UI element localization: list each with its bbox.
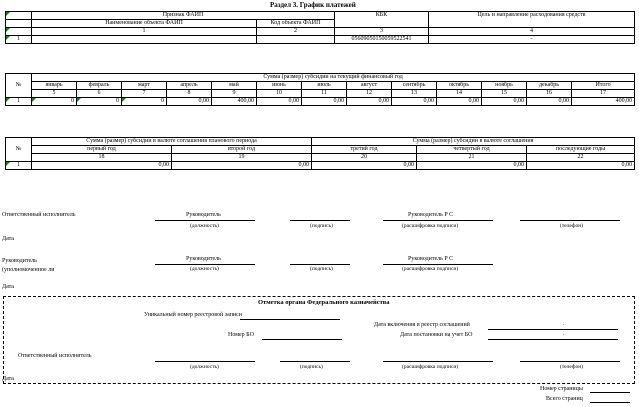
month-value: 0 xyxy=(77,98,122,106)
col-num: 15 xyxy=(482,90,527,98)
date-registration-line xyxy=(488,339,618,340)
decode-line xyxy=(383,361,493,362)
decode-caption: (расшифровка подписи) xyxy=(402,223,459,229)
month-value: 0 xyxy=(122,98,167,106)
position-line xyxy=(155,220,255,221)
phone-caption: (телефон) xyxy=(560,223,584,229)
header-plan-period: Сумма (размер) субсидии в валюте соглашения планового периода xyxy=(32,138,312,146)
month-header: май xyxy=(212,82,257,90)
col-num: 22 xyxy=(527,154,635,162)
bo-number-line xyxy=(262,339,342,340)
phone-line xyxy=(520,361,620,362)
position-caption: (должность) xyxy=(190,266,219,272)
treasury-resp-exec-label: Ответственный исполнитель xyxy=(18,353,92,359)
unique-record-line xyxy=(240,319,340,320)
row-no-cell: 1 xyxy=(6,36,32,44)
col-num: 20 xyxy=(312,154,417,162)
year-header: последующие годы xyxy=(527,146,635,154)
treasury-frame xyxy=(3,296,635,384)
object-code-cell xyxy=(257,36,335,44)
object-name-cell xyxy=(32,36,257,44)
plan-period-table xyxy=(5,137,635,170)
col-num: 12 xyxy=(347,90,392,98)
month-header: июль xyxy=(302,82,347,90)
month-header: август xyxy=(347,82,392,90)
month-value: 0,00 xyxy=(167,98,212,106)
page-number-label: Номер страницы xyxy=(540,386,583,392)
month-value: 400,00 xyxy=(212,98,257,106)
header-blank xyxy=(6,20,32,28)
phone-line xyxy=(520,220,620,221)
row-no-cell: 1 xyxy=(6,162,32,170)
head-rs-text: Руководитель Р С xyxy=(408,212,454,218)
month-header: март xyxy=(122,82,167,90)
month-header: декабрь xyxy=(527,82,572,90)
total-header: Итого xyxy=(572,82,635,90)
header-currency-sum: Сумма (размер) субсидии в валюте соглашения xyxy=(312,138,635,146)
decode-line xyxy=(383,264,493,265)
col-num: 13 xyxy=(392,90,437,98)
header-object-code: Код объекта ФАИП xyxy=(257,20,335,28)
position-line xyxy=(155,264,255,265)
bo-number-label: Номер БО xyxy=(228,332,254,338)
position-line xyxy=(155,361,255,362)
head-position-text: Руководитель xyxy=(186,256,221,262)
row-no-cell: 1 xyxy=(6,98,32,106)
pages-total-line xyxy=(590,402,630,403)
month-header: февраль xyxy=(77,82,122,90)
authorized-label: (уполномоченное ли xyxy=(2,267,55,273)
num-cell: 4 xyxy=(429,28,635,36)
resp-exec-label: Ответственный исполнитель xyxy=(2,212,76,218)
header-kbk: КБК xyxy=(335,12,429,28)
col-num: 17 xyxy=(572,90,635,98)
month-header: январь xyxy=(32,82,77,90)
signature-line xyxy=(280,361,350,362)
treasury-date-label: Дата xyxy=(2,376,14,382)
signature-caption: (подпись) xyxy=(310,266,333,272)
num-cell: 3 xyxy=(335,28,429,36)
header-no-cell xyxy=(6,12,32,20)
header-no: № xyxy=(6,138,32,162)
month-header: июнь xyxy=(257,82,302,90)
month-header: ноябрь xyxy=(482,82,527,90)
head-label: Руководитель xyxy=(2,258,37,264)
date-inclusion-line xyxy=(488,329,618,330)
header-object-name: Наименование объекта ФАИП xyxy=(32,20,257,28)
decode-caption: (расшифровка подписи) xyxy=(402,364,459,370)
pages-total-label: Всего страниц xyxy=(546,396,583,402)
head-rs-text: Руководитель Р С xyxy=(408,256,454,262)
col-num: 9 xyxy=(212,90,257,98)
date-label: Дата xyxy=(2,236,14,242)
col-num: 10 xyxy=(257,90,302,98)
year-header: третий год xyxy=(312,146,417,154)
signature-line xyxy=(290,264,350,265)
signature-caption: (подпись) xyxy=(310,223,333,229)
col-num: 21 xyxy=(417,154,527,162)
position-caption: (должность) xyxy=(190,223,219,229)
month-header: апрель xyxy=(167,82,212,90)
month-value: 0 xyxy=(32,98,77,106)
header-no: № xyxy=(6,74,32,98)
year-header: первый год xyxy=(32,146,172,154)
month-value: 0,00 xyxy=(347,98,392,106)
monthly-table xyxy=(5,73,635,106)
month-value: 0,00 xyxy=(527,98,572,106)
signature-line xyxy=(290,220,350,221)
num-cell xyxy=(6,28,32,36)
month-value: 0,00 xyxy=(482,98,527,106)
year-value: 0,00 xyxy=(312,162,417,170)
date-registration-dot: . xyxy=(563,331,565,337)
page-number-line xyxy=(590,392,630,393)
header-purpose: Цель и направление расходования средств xyxy=(429,12,635,28)
col-num: 8 xyxy=(167,90,212,98)
col-num: 14 xyxy=(437,90,482,98)
date-label: Дата xyxy=(2,284,14,290)
header-current-year-sum: Сумма (размер) субсидии на текущий финансовый год xyxy=(32,74,635,82)
phone-caption: (телефон) xyxy=(560,364,584,370)
month-value: 0,00 xyxy=(257,98,302,106)
month-value: 0,00 xyxy=(302,98,347,106)
unique-record-label: Уникальный номер реестровой записи xyxy=(144,312,243,318)
date-inclusion-label: Дата включения в реестр соглашений xyxy=(374,322,470,328)
month-value: 0,00 xyxy=(437,98,482,106)
position-caption: (должность) xyxy=(190,364,219,370)
month-header: октябрь xyxy=(437,82,482,90)
year-header: второй год xyxy=(172,146,312,154)
decode-line xyxy=(383,220,493,221)
year-value: 0,00 xyxy=(32,162,172,170)
year-value: 0,00 xyxy=(172,162,312,170)
signature-caption: (подпись) xyxy=(300,364,323,370)
col-num: 6 xyxy=(77,90,122,98)
faip-table xyxy=(5,11,635,44)
treasury-title: Отметка органа Федерального казначейства xyxy=(258,299,390,306)
purpose-value-cell: - xyxy=(429,36,635,44)
decode-caption: (расшифровка подписи) xyxy=(402,266,459,272)
col-num: 19 xyxy=(172,154,312,162)
num-cell: 2 xyxy=(257,28,335,36)
col-num: 11 xyxy=(302,90,347,98)
date-inclusion-dot: . xyxy=(563,321,565,327)
col-num: 16 xyxy=(527,90,572,98)
month-header: сентябрь xyxy=(392,82,437,90)
date-registration-label: Дата постановки на учет БО xyxy=(400,332,473,338)
col-num: 18 xyxy=(32,154,172,162)
section-title: Раздел 3. График платежей xyxy=(270,1,356,9)
year-value: 0,00 xyxy=(527,162,635,170)
year-value: 0,00 xyxy=(417,162,527,170)
header-faip: Признак ФАИП xyxy=(32,12,335,20)
col-num: 7 xyxy=(122,90,167,98)
col-num: 5 xyxy=(32,90,77,98)
month-value: 0,00 xyxy=(392,98,437,106)
kbk-value-cell: 05609050150059522541 xyxy=(335,36,429,44)
year-header: четвертый год xyxy=(417,146,527,154)
num-cell: 1 xyxy=(32,28,257,36)
total-value: 400,00 xyxy=(572,98,635,106)
head-position-text: Руководитель xyxy=(186,212,221,218)
